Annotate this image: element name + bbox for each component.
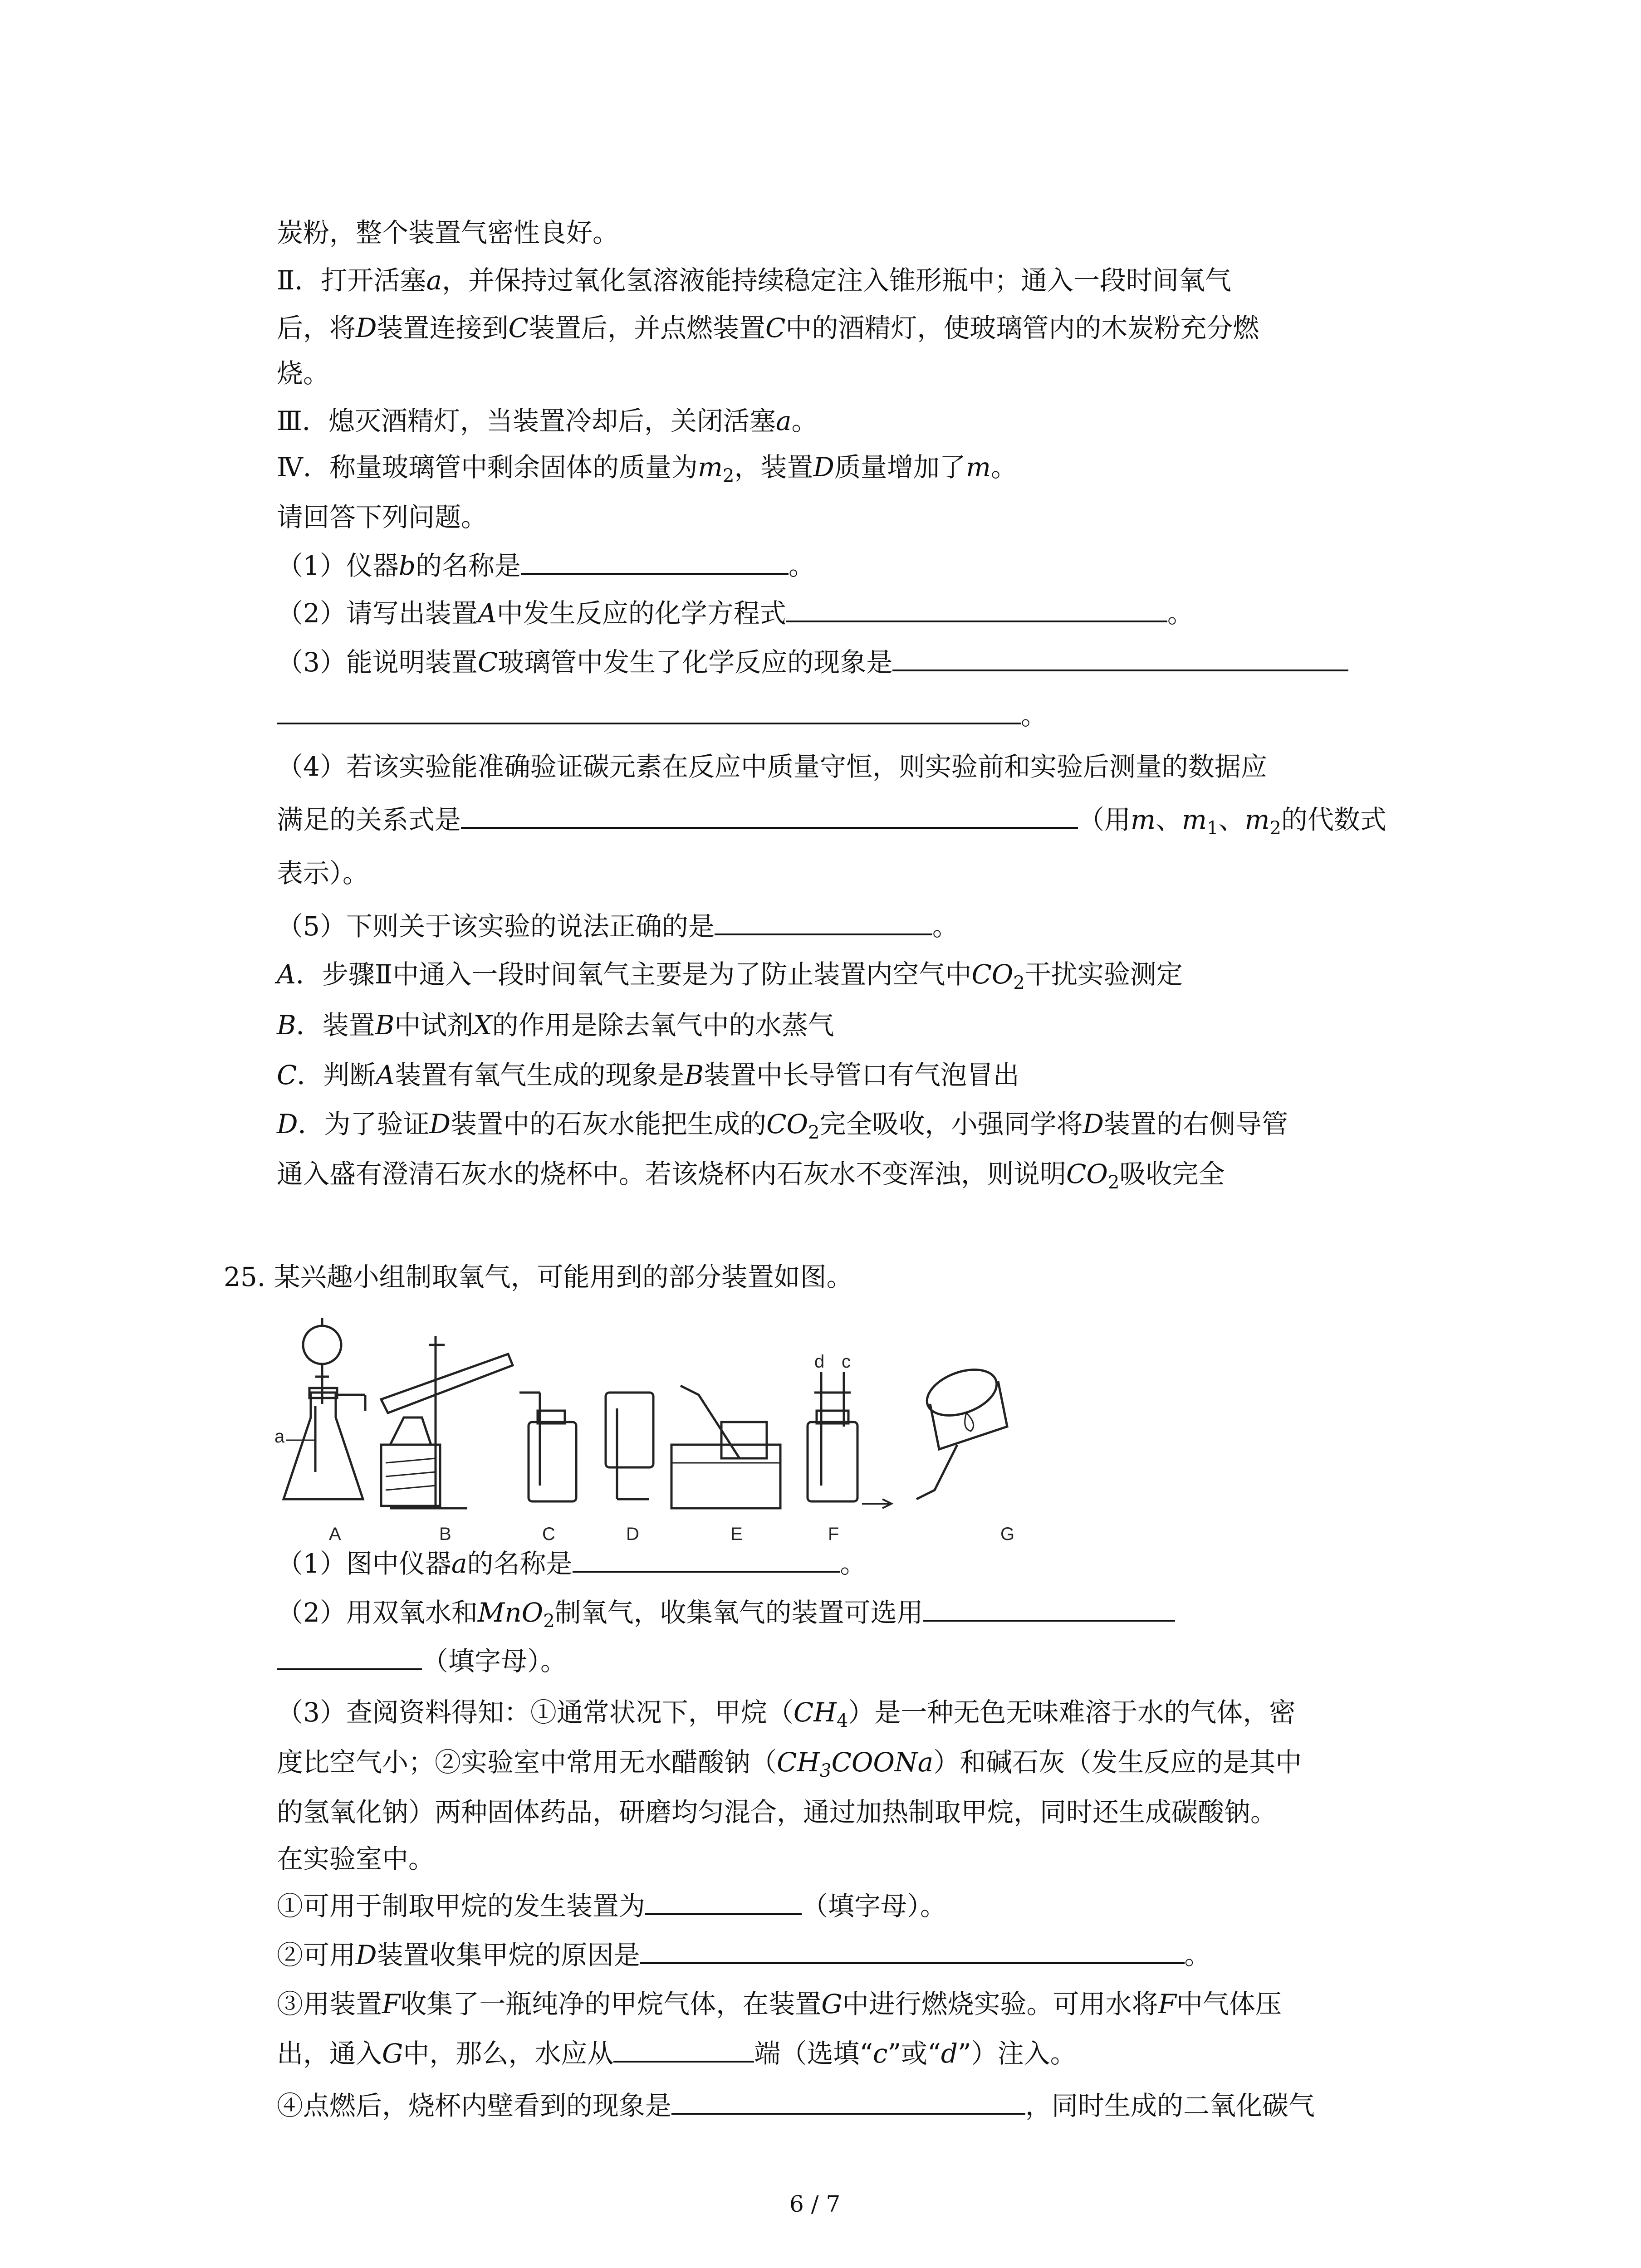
apparatus-e-trough: [671, 1386, 780, 1508]
option-b: B．装置B中试剂X的作用是除去氧气中的水蒸气: [277, 1010, 834, 1041]
answer-blank[interactable]: [573, 1545, 840, 1573]
apparatus-b-heating: [381, 1336, 513, 1508]
answer-blank[interactable]: [461, 801, 1078, 829]
apparatus-figure: [272, 1309, 1030, 1545]
answer-blank[interactable]: [645, 1887, 802, 1915]
apparatus-c-bottle: [519, 1393, 576, 1501]
label-A: A: [329, 1524, 341, 1544]
page-number: 6 / 7: [789, 2191, 841, 2217]
step-2-line: Ⅱ．打开活塞a，并保持过氧化氢溶液能持续稳定注入锥形瓶中；通入一段时间氧气: [277, 265, 1232, 296]
label-E: E: [730, 1524, 743, 1544]
label-c: c: [842, 1352, 851, 1372]
step-2-line: 烧。: [277, 358, 330, 389]
question-3-cont: 。: [277, 696, 1047, 733]
q25-item-3-cont: 出，通入G中，那么，水应从 端（选填“c”或“d”）注入。: [277, 2034, 1077, 2072]
answer-blank[interactable]: [786, 594, 1167, 622]
label-D: D: [626, 1524, 639, 1544]
apparatus-d-bottle: [606, 1393, 653, 1499]
question-4-cont: 满足的关系式是 （用m、$m_1$、$m_2$的代数式: [277, 801, 1386, 846]
label-d: d: [814, 1352, 825, 1372]
label-B: B: [439, 1524, 451, 1544]
answer-blank[interactable]: [923, 1593, 1175, 1622]
option-d-cont: 通入盛有澄清石灰水的烧杯中。若该烧杯内石灰水不变浑浊，则说明$CO_2$吸收完全: [277, 1158, 1225, 1193]
label-a: a: [274, 1427, 285, 1447]
step-4-line: Ⅳ．称量玻璃管中剩余固体的质量为$m_2$，装置D质量增加了m。: [277, 452, 1017, 486]
answer-blank[interactable]: [671, 2087, 1025, 2115]
label-C: C: [542, 1524, 555, 1544]
answer-blank[interactable]: [715, 907, 932, 935]
question-4-cont: 表示）。: [277, 858, 369, 889]
q25-item-2: ②可用D装置收集甲烷的原因是 。: [277, 1936, 1211, 1973]
question-4: （4）若该实验能准确验证碳元素在反应中质量守恒，则实验前和实验后测量的数据应: [277, 751, 1267, 782]
q25-item-3: ③用装置F收集了一瓶纯净的甲烷气体，在装置G中进行燃烧实验。可用水将F中气体压: [277, 1989, 1282, 2019]
q25-part-2: （2）用双氧水和MnO$_2$制氧气，收集氧气的装置可选用: [277, 1593, 1175, 1639]
label-G: G: [1000, 1524, 1015, 1544]
apparatus-f-bottle: [808, 1372, 892, 1508]
step-3-line: Ⅲ．熄灭酒精灯，当装置冷却后，关闭活塞a。: [277, 406, 818, 436]
option-d: D．为了验证D装置中的石灰水能把生成的$CO_2$完全吸收，小强同学将D装置的右侧导管: [277, 1109, 1288, 1143]
answer-blank[interactable]: [277, 1642, 422, 1670]
answer-blank[interactable]: [613, 2034, 754, 2063]
q25-item-4: ④点燃后，烧杯内壁看到的现象是 ，同时生成的二氧化碳气: [277, 2087, 1315, 2124]
question-2: （2）请写出装置A中发生反应的化学方程式 。: [277, 594, 1194, 631]
answer-blank[interactable]: [521, 547, 789, 575]
answer-blank[interactable]: [277, 696, 1021, 724]
answer-blank[interactable]: [892, 643, 1348, 671]
question-3: （3）能说明装置C玻璃管中发生了化学反应的现象是: [277, 643, 1348, 680]
q25-part-1: （1）图中仪器a的名称是 。: [277, 1545, 867, 1582]
q25-part-2-cont: （填字母）。: [277, 1642, 567, 1679]
step-2-line: 后，将D装置连接到C装置后，并点燃装置C中的酒精灯，使玻璃管内的木炭粉充分燃: [277, 313, 1259, 343]
question-25-stem: 25. 某兴趣小组制取氧气，可能用到的部分装置如图。: [224, 1261, 853, 1292]
q25-part-3-cont: 的氢氧化钠）两种固体药品，研磨均匀混合，通过加热制取甲烷，同时还生成碳酸钠。: [277, 1797, 1277, 1828]
q25-part-3-cont: 度比空气小；②实验室中常用无水醋酸钠$(CH_3COONa)$和碱石灰（发生反应的是其中: [277, 1747, 1302, 1781]
q25-part-3-cont: 在实验室中。: [277, 1843, 435, 1874]
option-c: C．判断A装置有氧气生成的现象是B装置中长导管口有气泡冒出: [277, 1060, 1019, 1090]
answer-blank[interactable]: [640, 1936, 1185, 1964]
question-1: （1）仪器b的名称是 。: [277, 547, 815, 584]
text-line: 炭粉，整个装置气密性良好。: [277, 217, 619, 248]
question-5: （5）下则关于该实验的说法正确的是 。: [277, 907, 959, 944]
q25-item-1: ①可用于制取甲烷的发生装置为 （填字母）。: [277, 1887, 946, 1924]
apparatus-a-flask: [284, 1318, 365, 1499]
text-line: 请回答下列问题。: [277, 502, 488, 533]
q25-part-3: （3）查阅资料得知：①通常状况下，甲烷$(CH_4)$是一种无色无味难溶于水的气体，密: [277, 1697, 1296, 1731]
option-a: A．步骤Ⅱ中通入一段时间氧气主要是为了防止装置内空气中$CO_2$干扰实验测定: [277, 959, 1183, 993]
apparatus-g-beaker: [916, 1361, 1007, 1499]
label-F: F: [828, 1524, 839, 1544]
